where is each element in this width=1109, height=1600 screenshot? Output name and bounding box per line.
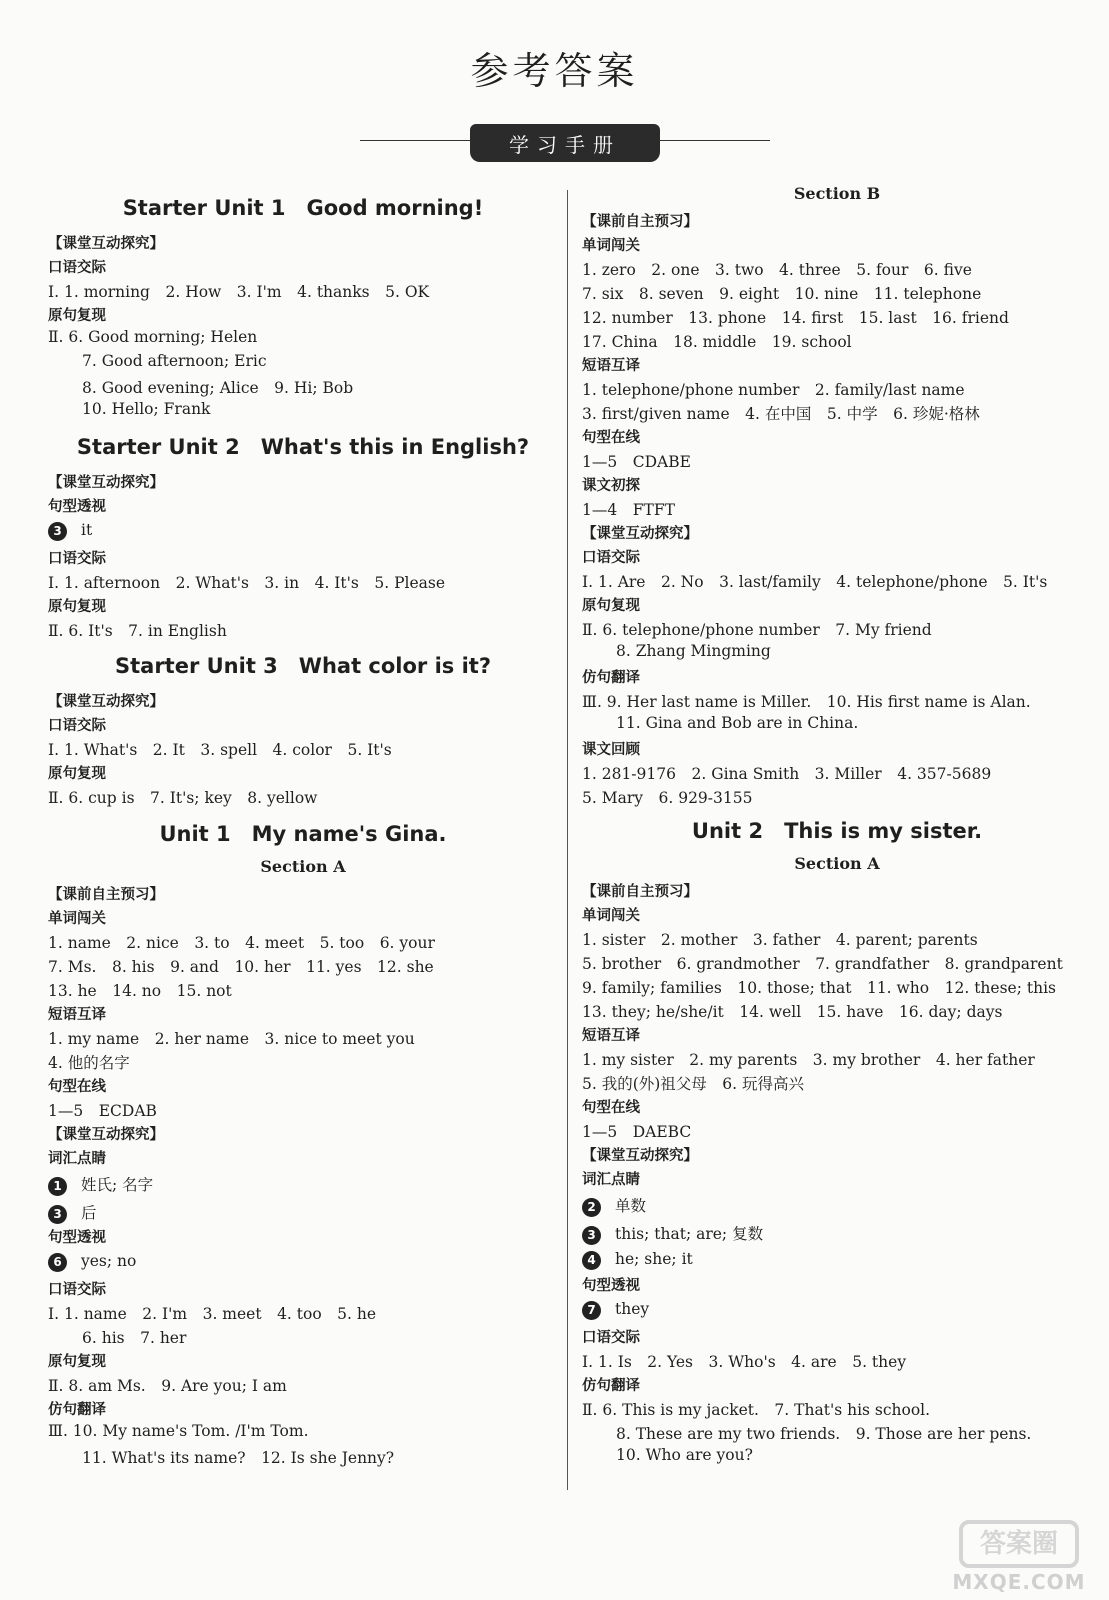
answer-line: 9. family; families 10. those; that 11. who 12. these; this bbox=[582, 979, 1056, 997]
answer-line: 13. they; he/she/it 14. well 15. have 16. day; days bbox=[582, 1003, 1003, 1021]
answer-line: 1—4 FTFT bbox=[582, 501, 675, 519]
subheading: 口语交际 bbox=[48, 718, 106, 734]
answer-line: 13. he 14. no 15. not bbox=[48, 982, 232, 1000]
answer-line: 4. 他的名字 bbox=[48, 1054, 130, 1072]
watermark-url: MXQE.COM bbox=[952, 1570, 1086, 1594]
page-title: 参考答案 bbox=[470, 49, 639, 93]
answer-line: 3. first/given name 4. 在中国 5. 中学 6. 珍妮·格林 bbox=[582, 405, 980, 423]
subheading: 口语交际 bbox=[582, 1330, 640, 1346]
unit-title: Unit 2 This is my sister. bbox=[691, 819, 983, 843]
subheading: 句型在线 bbox=[48, 1079, 106, 1095]
answer-line: Ⅰ. 1. What's 2. It 3. spell 4. color 5. It's bbox=[48, 741, 392, 759]
answer-line: 10. Who are you? bbox=[616, 1446, 753, 1464]
subheading: 短语互译 bbox=[582, 1028, 640, 1044]
subheading: 原句复现 bbox=[48, 1354, 106, 1370]
answer-text: 姓氏; 名字 bbox=[81, 1176, 154, 1194]
subheading: 口语交际 bbox=[582, 550, 640, 566]
answer-line: 1. name 2. nice 3. to 4. meet 5. too 6. your bbox=[48, 934, 435, 952]
number-circle-icon: 3 bbox=[48, 522, 67, 541]
answer-line: Ⅲ. 10. My name's Tom. /I'm Tom. bbox=[48, 1422, 309, 1440]
answer-line: Ⅰ. 1. Are 2. No 3. last/family 4. telephone/phone 5. It's bbox=[582, 573, 1048, 591]
answer-line: 1. zero 2. one 3. two 4. three 5. four 6. five bbox=[582, 261, 972, 279]
banner bbox=[360, 124, 770, 164]
answer-line: Ⅱ. 6. telephone/phone number 7. My friend bbox=[582, 621, 932, 639]
numbered-answer bbox=[582, 1194, 646, 1217]
answer-line: 11. Gina and Bob are in China. bbox=[616, 714, 859, 732]
answer-text: they bbox=[615, 1300, 650, 1318]
unit-title: Starter Unit 2 What's this in English? bbox=[76, 435, 530, 459]
watermark-stamp: 答案圈 bbox=[959, 1520, 1079, 1568]
subheading: 句型透视 bbox=[48, 1230, 106, 1246]
number-circle-icon: 3 bbox=[48, 1205, 67, 1224]
section-heading: 【课堂互动探究】 bbox=[48, 1127, 164, 1143]
answer-line: 5. 我的(外)祖父母 6. 玩得高兴 bbox=[582, 1075, 805, 1093]
answer-line: Ⅰ. 1. afternoon 2. What's 3. in 4. It's 5. Please bbox=[48, 574, 446, 592]
answer-line: Ⅲ. 9. Her last name is Miller. 10. His first name is Alan. bbox=[582, 693, 1031, 711]
section-heading: 【课堂互动探究】 bbox=[582, 1148, 698, 1164]
section-heading: 【课堂互动探究】 bbox=[48, 475, 164, 491]
answer-line: Ⅰ. 1. Is 2. Yes 3. Who's 4. are 5. they bbox=[582, 1353, 907, 1371]
subheading: 单词闯关 bbox=[582, 908, 640, 924]
subheading: 口语交际 bbox=[48, 1282, 106, 1298]
number-circle-icon: 3 bbox=[582, 1226, 601, 1245]
answer-line: Ⅱ. 6. Good morning; Helen bbox=[48, 328, 258, 346]
subheading: 原句复现 bbox=[582, 598, 640, 614]
subheading: 句型透视 bbox=[582, 1278, 640, 1294]
subheading: 仿句翻译 bbox=[582, 1378, 640, 1394]
answer-line: 11. What's its name? 12. Is she Jenny? bbox=[82, 1449, 395, 1467]
subheading: 原句复现 bbox=[48, 599, 106, 615]
answer-line: 10. Hello; Frank bbox=[82, 400, 211, 418]
answer-text: this; that; are; 复数 bbox=[615, 1225, 764, 1243]
answer-line: Ⅱ. 6. It's 7. in English bbox=[48, 622, 227, 640]
subheading: 原句复现 bbox=[48, 308, 106, 324]
answer-line: 1—5 DAEBC bbox=[582, 1123, 692, 1141]
answer-text: yes; no bbox=[81, 1252, 137, 1270]
number-circle-icon: 4 bbox=[582, 1251, 601, 1270]
answer-line: 1—5 ECDAB bbox=[48, 1102, 157, 1120]
subheading: 课文回顾 bbox=[582, 742, 640, 758]
subheading: 句型在线 bbox=[582, 1100, 640, 1116]
number-circle-icon: 2 bbox=[582, 1198, 601, 1217]
numbered-answer bbox=[48, 1252, 136, 1272]
unit-title: Starter Unit 3 What color is it? bbox=[114, 654, 492, 678]
answer-text: 后 bbox=[81, 1204, 97, 1222]
answer-text: he; she; it bbox=[615, 1250, 693, 1268]
number-circle-icon: 7 bbox=[582, 1301, 601, 1320]
subheading: 口语交际 bbox=[48, 551, 106, 567]
numbered-answer bbox=[48, 521, 92, 541]
subheading: 词汇点睛 bbox=[582, 1172, 640, 1188]
section-heading: 【课堂互动探究】 bbox=[582, 526, 698, 542]
answer-line: 7. Good afternoon; Eric bbox=[82, 352, 267, 370]
section-heading: 【课前自主预习】 bbox=[582, 884, 698, 900]
answer-line: 8. These are my two friends. 9. Those are her pens. bbox=[616, 1425, 1032, 1443]
subheading: 原句复现 bbox=[48, 766, 106, 782]
answer-line: 1. 281-9176 2. Gina Smith 3. Miller 4. 357-5689 bbox=[582, 765, 992, 783]
subheading: 句型透视 bbox=[48, 499, 106, 515]
section-heading: 【课前自主预习】 bbox=[582, 214, 698, 230]
numbered-answer bbox=[48, 1201, 97, 1224]
number-circle-icon: 1 bbox=[48, 1177, 67, 1196]
answer-line: Ⅱ. 8. am Ms. 9. Are you; I am bbox=[48, 1377, 287, 1395]
watermark-logo bbox=[949, 1520, 1089, 1594]
answer-text: 单数 bbox=[615, 1197, 647, 1215]
answer-line: 17. China 18. middle 19. school bbox=[582, 333, 852, 351]
answer-line: 1. sister 2. mother 3. father 4. parent; parents bbox=[582, 931, 978, 949]
answer-line: Ⅰ. 1. name 2. I'm 3. meet 4. too 5. he bbox=[48, 1305, 377, 1323]
numbered-answer bbox=[582, 1250, 693, 1270]
answer-line: 5. brother 6. grandmother 7. grandfather 8. grandparent bbox=[582, 955, 1063, 973]
section-heading: 【课堂互动探究】 bbox=[48, 694, 164, 710]
section-title: Section B bbox=[793, 184, 881, 203]
answer-line: 8. Zhang Mingming bbox=[616, 642, 771, 660]
unit-title: Starter Unit 1 Good morning! bbox=[122, 196, 484, 220]
subheading: 仿句翻译 bbox=[582, 670, 640, 686]
column-divider bbox=[567, 190, 568, 1490]
answer-line: 1. my sister 2. my parents 3. my brother 4. her father bbox=[582, 1051, 1035, 1069]
answer-line: 1. telephone/phone number 2. family/last name bbox=[582, 381, 965, 399]
subheading: 课文初探 bbox=[582, 478, 640, 494]
number-circle-icon: 6 bbox=[48, 1253, 67, 1272]
answer-line: 7. six 8. seven 9. eight 10. nine 11. telephone bbox=[582, 285, 982, 303]
subheading: 仿句翻译 bbox=[48, 1402, 106, 1418]
section-heading: 【课前自主预习】 bbox=[48, 887, 164, 903]
section-heading: 【课堂互动探究】 bbox=[48, 236, 164, 252]
answer-line: Ⅱ. 6. This is my jacket. 7. That's his school. bbox=[582, 1401, 931, 1419]
banner-label: 学习手册 bbox=[470, 124, 660, 162]
answer-line: 6. his 7. her bbox=[82, 1329, 187, 1347]
subheading: 短语互译 bbox=[48, 1007, 106, 1023]
answer-line: 7. Ms. 8. his 9. and 10. her 11. yes 12. she bbox=[48, 958, 434, 976]
numbered-answer bbox=[582, 1222, 763, 1245]
answer-line: 1—5 CDABE bbox=[582, 453, 691, 471]
subheading: 词汇点睛 bbox=[48, 1151, 106, 1167]
section-title: Section A bbox=[260, 857, 346, 876]
answer-line: 1. my name 2. her name 3. nice to meet you bbox=[48, 1030, 415, 1048]
numbered-answer bbox=[582, 1300, 649, 1320]
unit-title: Unit 1 My name's Gina. bbox=[159, 822, 447, 846]
answer-line: Ⅱ. 6. cup is 7. It's; key 8. yellow bbox=[48, 789, 318, 807]
subheading: 口语交际 bbox=[48, 260, 106, 276]
answer-line: Ⅰ. 1. morning 2. How 3. I'm 4. thanks 5. OK bbox=[48, 283, 430, 301]
subheading: 单词闯关 bbox=[582, 238, 640, 254]
answer-line: 12. number 13. phone 14. first 15. last 16. friend bbox=[582, 309, 1009, 327]
answer-line: 8. Good evening; Alice 9. Hi; Bob bbox=[82, 379, 354, 397]
subheading: 单词闯关 bbox=[48, 911, 106, 927]
numbered-answer bbox=[48, 1173, 153, 1196]
answer-line: 5. Mary 6. 929-3155 bbox=[582, 789, 753, 807]
subheading: 句型在线 bbox=[582, 430, 640, 446]
answer-text: it bbox=[81, 521, 93, 539]
section-title: Section A bbox=[794, 854, 880, 873]
subheading: 短语互译 bbox=[582, 358, 640, 374]
